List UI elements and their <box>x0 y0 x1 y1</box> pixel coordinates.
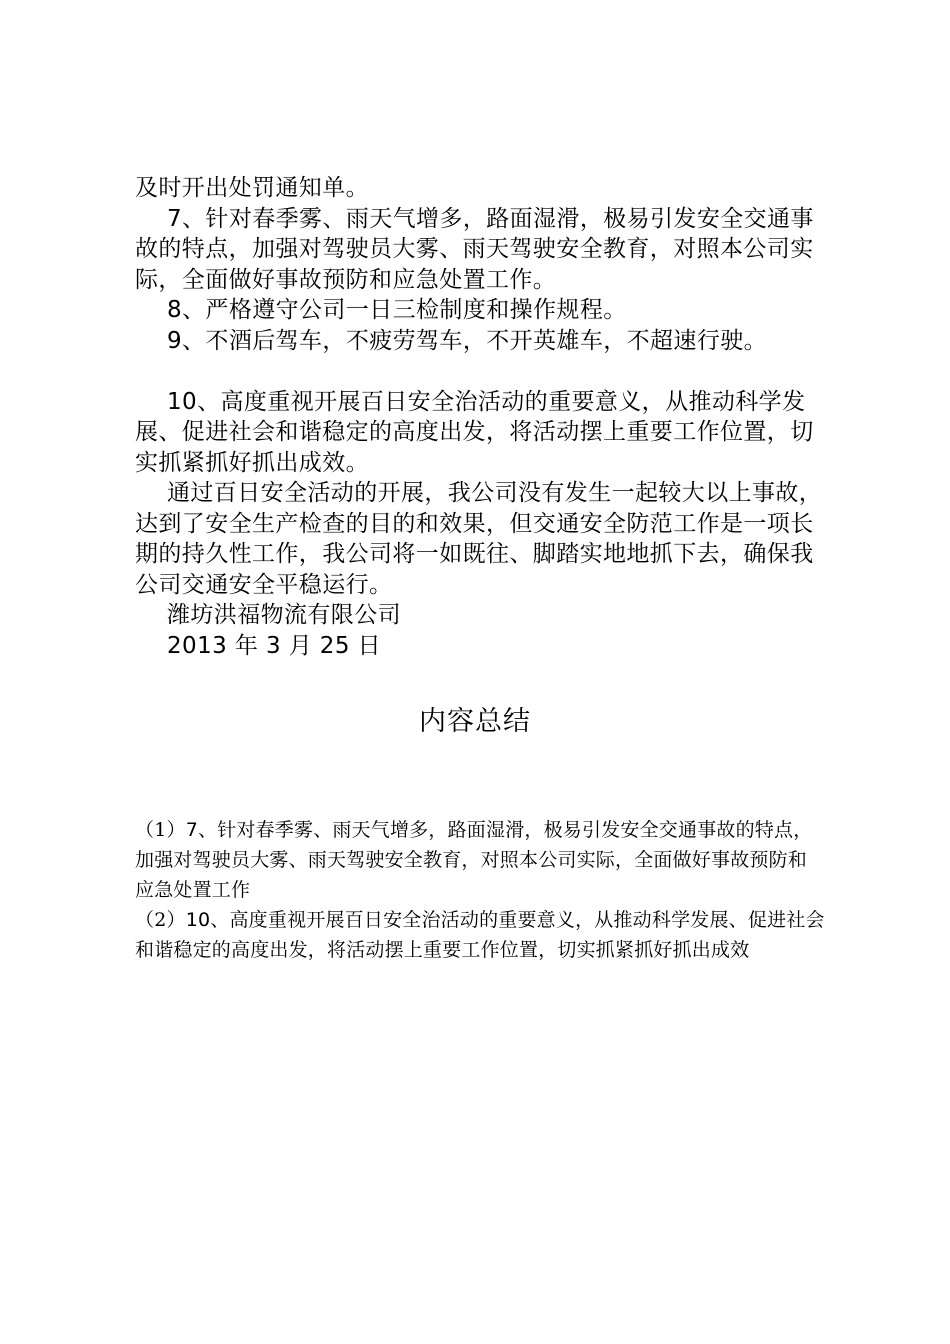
summary-item-1-text: 7、针对春季雾、雨天气增多，路面湿滑，极易引发安全交通事故的特点，加强对驾驶员大雾、雨天驾驶安全教育，对照本公司实际，全面做好事故预防和应急处置工作 <box>135 819 813 901</box>
summary-item-1 <box>135 815 825 905</box>
paragraph-item-8: 8、严格遵守公司一日三检制度和操作规程。 <box>167 297 627 323</box>
summary-item-2 <box>135 905 825 965</box>
summary-item-2-text: 10、高度重视开展百日安全治活动的重要意义，从推动科学发展、促进社会和谐稳定的高度出发，将活动摆上重要工作位置，切实抓紧抓好抓出成效 <box>135 909 825 961</box>
paragraph-item-10: 10、高度重视开展百日安全治活动的重要意义，从推动科学发展、促进社会和谐稳定的高度出发，将活动摆上重要工作位置，切实抓紧抓好抓出成效。 <box>135 388 814 476</box>
paragraph-item-7: 7、针对春季雾、雨天气增多，路面湿滑，极易引发安全交通事故的特点，加强对驾驶员大雾、雨天驾驶安全教育，对照本公司实际，全面做好事故预防和应急处置工作。 <box>135 205 814 293</box>
summary-title: 内容总结 <box>419 706 531 737</box>
signature-company: 潍坊洪福物流有限公司 <box>167 602 401 628</box>
paragraph-conclusion: 通过百日安全活动的开展，我公司没有发生一起较大以上事故，达到了安全生产检查的目的和效果，但交通安全防范工作是一项长期的持久性工作，我公司将一如既往、脚踏实地地抓下去，确保我公司交通安全平稳运行。 <box>135 480 823 598</box>
blank-line <box>135 356 835 387</box>
paragraph-penalty-notice: 及时开出处罚通知单。 <box>135 175 369 201</box>
paragraph-item-9: 9、不酒后驾车，不疲劳驾车，不开英雄车，不超速行驶。 <box>167 327 768 354</box>
summary-list <box>135 815 825 965</box>
document-body <box>135 173 835 661</box>
summary-item-2-marker: （2） <box>135 909 186 931</box>
summary-item-1-marker: （1） <box>135 819 186 841</box>
signature-date: 2013 年 3 月 25 日 <box>167 632 381 659</box>
